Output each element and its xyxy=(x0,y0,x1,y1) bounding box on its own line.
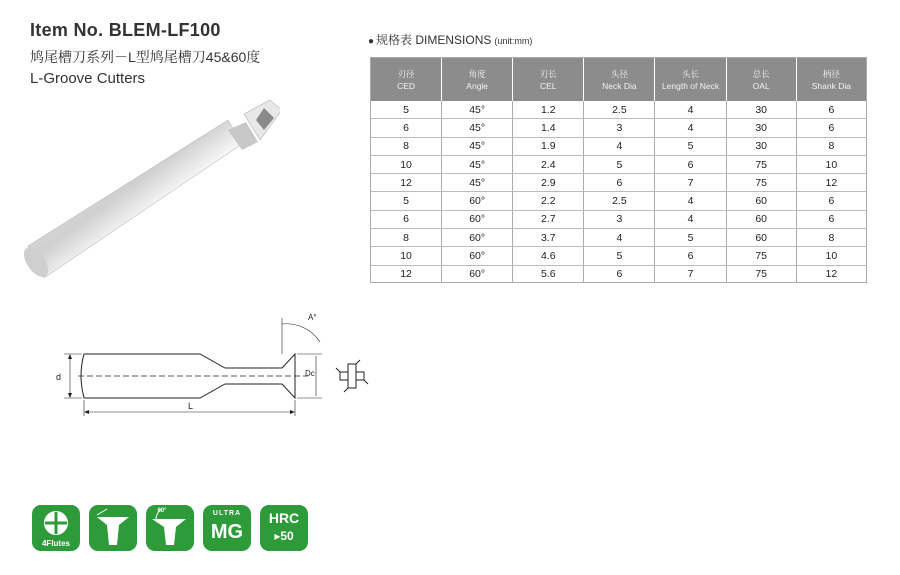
badge-main-text: ▸50 xyxy=(274,529,294,543)
table-cell: 1.2 xyxy=(513,101,584,119)
col-header-shank-dia xyxy=(796,58,866,101)
table-cell: 60° xyxy=(442,229,513,247)
table-cell: 75 xyxy=(726,155,796,173)
badge-text: 45° xyxy=(114,508,124,514)
table-cell: 12 xyxy=(796,174,866,192)
dimensions-label: 规格表 DIMENSIONS xyxy=(376,33,492,47)
table-row xyxy=(371,247,866,265)
table-cell: 5 xyxy=(584,247,655,265)
table-cell: 10 xyxy=(796,155,866,173)
table-cell: 3 xyxy=(584,119,655,137)
label-d: d xyxy=(56,372,62,382)
dimensions-table xyxy=(370,57,867,283)
badge-top-text: ULTRA xyxy=(212,510,242,517)
badge-main-text: MG xyxy=(210,521,244,543)
table-row xyxy=(371,229,866,247)
col-header-length-of-neck xyxy=(655,58,726,101)
table-row xyxy=(371,101,866,119)
table-cell: 60° xyxy=(442,192,513,210)
col-header-cel xyxy=(513,58,584,101)
table-cell: 6 xyxy=(796,119,866,137)
table-row xyxy=(371,137,866,155)
badge-text: 60° xyxy=(157,508,167,514)
angle-45-badge xyxy=(89,505,137,551)
col-header-ced xyxy=(371,58,442,101)
table-cell: 4 xyxy=(655,101,726,119)
hrc-badge xyxy=(260,505,308,551)
col-header-en: CEL xyxy=(540,80,557,91)
col-header-en: OAL xyxy=(752,80,770,91)
table-row xyxy=(371,192,866,210)
table-cell: 6 xyxy=(584,174,655,192)
table-cell: 10 xyxy=(371,155,442,173)
table-cell: 8 xyxy=(371,137,442,155)
table-cell: 2.4 xyxy=(513,155,584,173)
angle-60-badge xyxy=(146,505,194,551)
col-header-cn: 刃长 xyxy=(539,68,557,79)
col-header-cn: 头长 xyxy=(682,68,700,79)
table-cell: 60 xyxy=(726,192,796,210)
table-cell: 60 xyxy=(726,210,796,228)
label-angle: A° xyxy=(308,313,317,322)
table-cell: 7 xyxy=(655,265,726,283)
col-header-cn: 刃径 xyxy=(397,68,415,79)
table-cell: 6 xyxy=(584,265,655,283)
table-cell: 1.9 xyxy=(513,137,584,155)
table-cell: 8 xyxy=(796,137,866,155)
col-header-cn: 柄径 xyxy=(822,68,840,79)
table-cell: 5 xyxy=(655,137,726,155)
table-row xyxy=(371,265,866,283)
table-cell: 6 xyxy=(796,101,866,119)
label-Dc: Dc xyxy=(305,369,315,378)
table-cell: 2.2 xyxy=(513,192,584,210)
table-row xyxy=(371,155,866,173)
table-cell: 6 xyxy=(371,210,442,228)
table-cell: 75 xyxy=(726,247,796,265)
table-cell: 45° xyxy=(442,155,513,173)
table-cell: 8 xyxy=(371,229,442,247)
col-header-oal xyxy=(726,58,796,101)
col-header-en: Neck Dia xyxy=(602,80,637,91)
table-cell: 4.6 xyxy=(513,247,584,265)
table-cell: 3.7 xyxy=(513,229,584,247)
table-cell: 30 xyxy=(726,119,796,137)
table-cell: 5 xyxy=(584,155,655,173)
table-cell: 4 xyxy=(655,210,726,228)
table-cell: 12 xyxy=(371,265,442,283)
product-series-en: L-Groove Cutters xyxy=(30,70,146,87)
table-cell: 45° xyxy=(442,101,513,119)
table-cell: 12 xyxy=(371,174,442,192)
table-cell: 1.4 xyxy=(513,119,584,137)
table-cell: 4 xyxy=(655,119,726,137)
item-title: Item No. BLEM-LF100 xyxy=(30,20,221,40)
table-cell: 6 xyxy=(796,210,866,228)
table-cell: 2.7 xyxy=(513,210,584,228)
table-cell: 75 xyxy=(726,265,796,283)
table-cell: 6 xyxy=(655,155,726,173)
col-header-en: Angle xyxy=(466,80,489,91)
table-cell: 4 xyxy=(584,137,655,155)
ultra-mg-badge xyxy=(203,505,251,551)
table-row xyxy=(371,119,866,137)
table-row xyxy=(371,210,866,228)
table-cell: 5.6 xyxy=(513,265,584,283)
col-header-en: Length of Neck xyxy=(661,80,720,91)
technical-drawing xyxy=(50,310,380,425)
col-header-neck-dia xyxy=(584,58,655,101)
table-cell: 6 xyxy=(371,119,442,137)
table-cell: 2.9 xyxy=(513,174,584,192)
table-cell: 60° xyxy=(442,210,513,228)
table-cell: 6 xyxy=(655,247,726,265)
badge-top-text: HRC xyxy=(268,510,300,526)
table-cell: 4 xyxy=(655,192,726,210)
badge-text: 4Flutes xyxy=(41,539,70,548)
table-cell: 4 xyxy=(584,229,655,247)
col-header-en: CED xyxy=(397,80,416,91)
table-cell: 75 xyxy=(726,174,796,192)
col-header-angle xyxy=(442,58,513,101)
table-cell: 60 xyxy=(726,229,796,247)
table-cell: 30 xyxy=(726,137,796,155)
table-cell: 3 xyxy=(584,210,655,228)
table-cell: 8 xyxy=(796,229,866,247)
table-cell: 10 xyxy=(796,247,866,265)
col-header-en: Shank Dia xyxy=(811,80,851,91)
table-cell: 5 xyxy=(371,192,442,210)
table-cell: 45° xyxy=(442,174,513,192)
table-cell: 7 xyxy=(655,174,726,192)
product-series-cn: 鸠尾槽刀系列－L型鸠尾槽刀45&60度 xyxy=(30,49,261,65)
table-cell: 60° xyxy=(442,247,513,265)
col-header-cn: 总长 xyxy=(752,68,770,79)
table-cell: 2.5 xyxy=(584,192,655,210)
table-row xyxy=(371,174,866,192)
table-cell: 2.5 xyxy=(584,101,655,119)
table-cell: 60° xyxy=(442,265,513,283)
table-cell: 5 xyxy=(371,101,442,119)
table-cell: 45° xyxy=(442,137,513,155)
dimensions-heading: ● 规格表 DIMENSIONS (unit:mm) xyxy=(368,33,533,47)
table-cell: 12 xyxy=(825,268,838,281)
table-cell: 30 xyxy=(726,101,796,119)
table-cell: 45° xyxy=(442,119,513,137)
table-cell: 5 xyxy=(655,229,726,247)
table-cell: 6 xyxy=(796,192,866,210)
table-cell: 10 xyxy=(371,247,442,265)
tool-photo xyxy=(20,100,280,300)
dimensions-unit: (unit:mm) xyxy=(494,36,533,46)
label-L: L xyxy=(188,401,194,411)
col-header-cn: 角度 xyxy=(468,68,486,79)
col-header-cn: 头径 xyxy=(610,68,628,79)
four-flutes-badge xyxy=(32,505,80,551)
